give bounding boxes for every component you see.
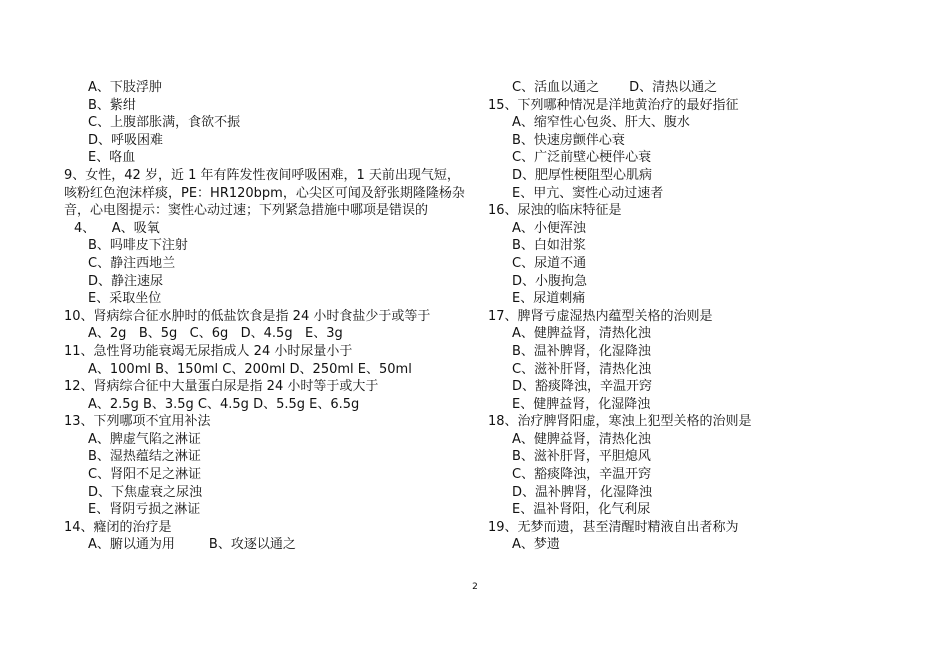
q14-option-c: C、活血以通之 [512, 80, 600, 95]
q8-option-b: B、紫绀 [88, 97, 136, 113]
q16-option-b: B、白如泔浆 [512, 238, 586, 254]
q9-option-b: B、吗啡皮下注射 [88, 238, 188, 254]
q13-option-e: E、肾阴亏损之淋证 [88, 502, 201, 518]
q14-option-b: B、攻逐以通之 [208, 537, 296, 553]
q17-option-c: C、滋补肝肾，清热化浊 [512, 361, 652, 377]
q17-option-e: E、健脾益肾，化湿降浊 [512, 396, 651, 412]
q13-option-c: C、肾阳不足之淋证 [88, 467, 202, 483]
q8-option-e: E、咯血 [88, 150, 136, 166]
q9-stem-line1: 9、女性，42 岁，近 1 年有阵发性夜间呼吸困难，1 天前出现气短， [64, 167, 460, 183]
right-column [488, 79, 888, 554]
q14-option-d: D、清热以通之 [629, 80, 718, 95]
q17-stem: 17、脾肾亏虚湿热内蕴型关格的治则是 [488, 308, 713, 324]
q15-option-a: A、缩窄性心包炎、肝大、腹水 [512, 115, 690, 131]
q15-stem: 15、下列哪种情况是洋地黄治疗的最好指征 [488, 97, 739, 113]
q16-stem: 16、尿浊的临床特征是 [488, 203, 622, 219]
q14-stem: 14、癃闭的治疗是 [64, 519, 172, 535]
q19-stem: 19、无梦而遗，甚至清醒时精液自出者称为 [488, 519, 739, 535]
q16-option-d: D、小腹拘急 [512, 273, 588, 289]
q17-option-a: A、健脾益肾，清热化浊 [512, 326, 651, 342]
q10-options: A、2g B、5g C、6g D、4.5g E、3g [88, 326, 343, 342]
q14-options-ab [64, 536, 464, 554]
q16-option-a: A、小便浑浊 [512, 220, 586, 236]
q18-stem: 18、治疗脾肾阳虚，寒浊上犯型关格的治则是 [488, 414, 752, 430]
q8-option-d: D、呼吸困难 [88, 132, 164, 148]
q14-options-cd [488, 79, 888, 97]
q17-option-b: B、温补脾肾，化湿降浊 [512, 343, 651, 359]
q13-option-a: A、脾虚气陷之淋证 [88, 431, 201, 447]
q15-option-c: C、广泛前壁心梗伴心衰 [512, 150, 652, 166]
q14-option-a: A、腑以通为用 [88, 537, 175, 553]
q19-option-a: A、梦遗 [512, 537, 560, 553]
q12-options: A、2.5g B、3.5g C、4.5g D、5.5g E、6.5g [88, 396, 360, 412]
q9-stem-line3: 音，心电图提示：窦性心动过速；下列紧急措施中哪项是错误的 [64, 203, 429, 219]
q18-option-d: D、温补脾肾，化湿降浊 [512, 484, 653, 500]
q15-option-b: B、快速房颤伴心衰 [512, 132, 625, 148]
q15-option-d: D、肥厚性梗阻型心肌病 [512, 167, 653, 183]
q9-stem-line2: 咳粉红色泡沫样痰，PE：HR120bpm，心尖区可闻及舒张期隆隆杨杂 [64, 185, 465, 201]
left-column [64, 79, 464, 554]
q16-option-e: E、尿道刺痛 [512, 291, 586, 307]
q15-option-e: E、甲亢、窦性心动过速者 [512, 185, 664, 201]
q9-option-e: E、采取坐位 [88, 291, 162, 307]
q11-options: A、100ml B、150ml C、200ml D、250ml E、50ml [88, 361, 412, 377]
page-number: 2 [472, 582, 478, 592]
q18-option-b: B、滋补肝肾，平胆熄风 [512, 449, 651, 465]
q9-option-a: 4、 A、吸氧 [74, 220, 160, 236]
q13-option-b: B、湿热蕴结之淋证 [88, 449, 201, 465]
q13-option-d: D、下焦虚衰之尿浊 [88, 484, 203, 500]
q9-option-d: D、静注速尿 [88, 273, 164, 289]
q18-option-e: E、温补肾阳，化气利尿 [512, 502, 651, 518]
q11-stem: 11、急性肾功能衰竭无尿指成人 24 小时尿量小于 [64, 343, 353, 359]
q13-stem: 13、下列哪项不宜用补法 [64, 414, 211, 430]
q8-option-c: C、上腹部胀满，食欲不振 [88, 115, 241, 131]
q18-option-a: A、健脾益肾，清热化浊 [512, 431, 651, 447]
q10-stem: 10、肾病综合征水肿时的低盐饮食是指 24 小时食盐少于或等于 [64, 308, 431, 324]
q18-option-c: C、豁痰降浊，辛温开窍 [512, 467, 652, 483]
q12-stem: 12、肾病综合征中大量蛋白尿是指 24 小时等于或大于 [64, 379, 379, 395]
q17-option-d: D、豁痰降浊，辛温开窍 [512, 379, 653, 395]
q8-option-a: A、下肢浮肿 [88, 80, 162, 95]
q9-option-c: C、静注西地兰 [88, 255, 176, 271]
q16-option-c: C、尿道不通 [512, 255, 587, 271]
